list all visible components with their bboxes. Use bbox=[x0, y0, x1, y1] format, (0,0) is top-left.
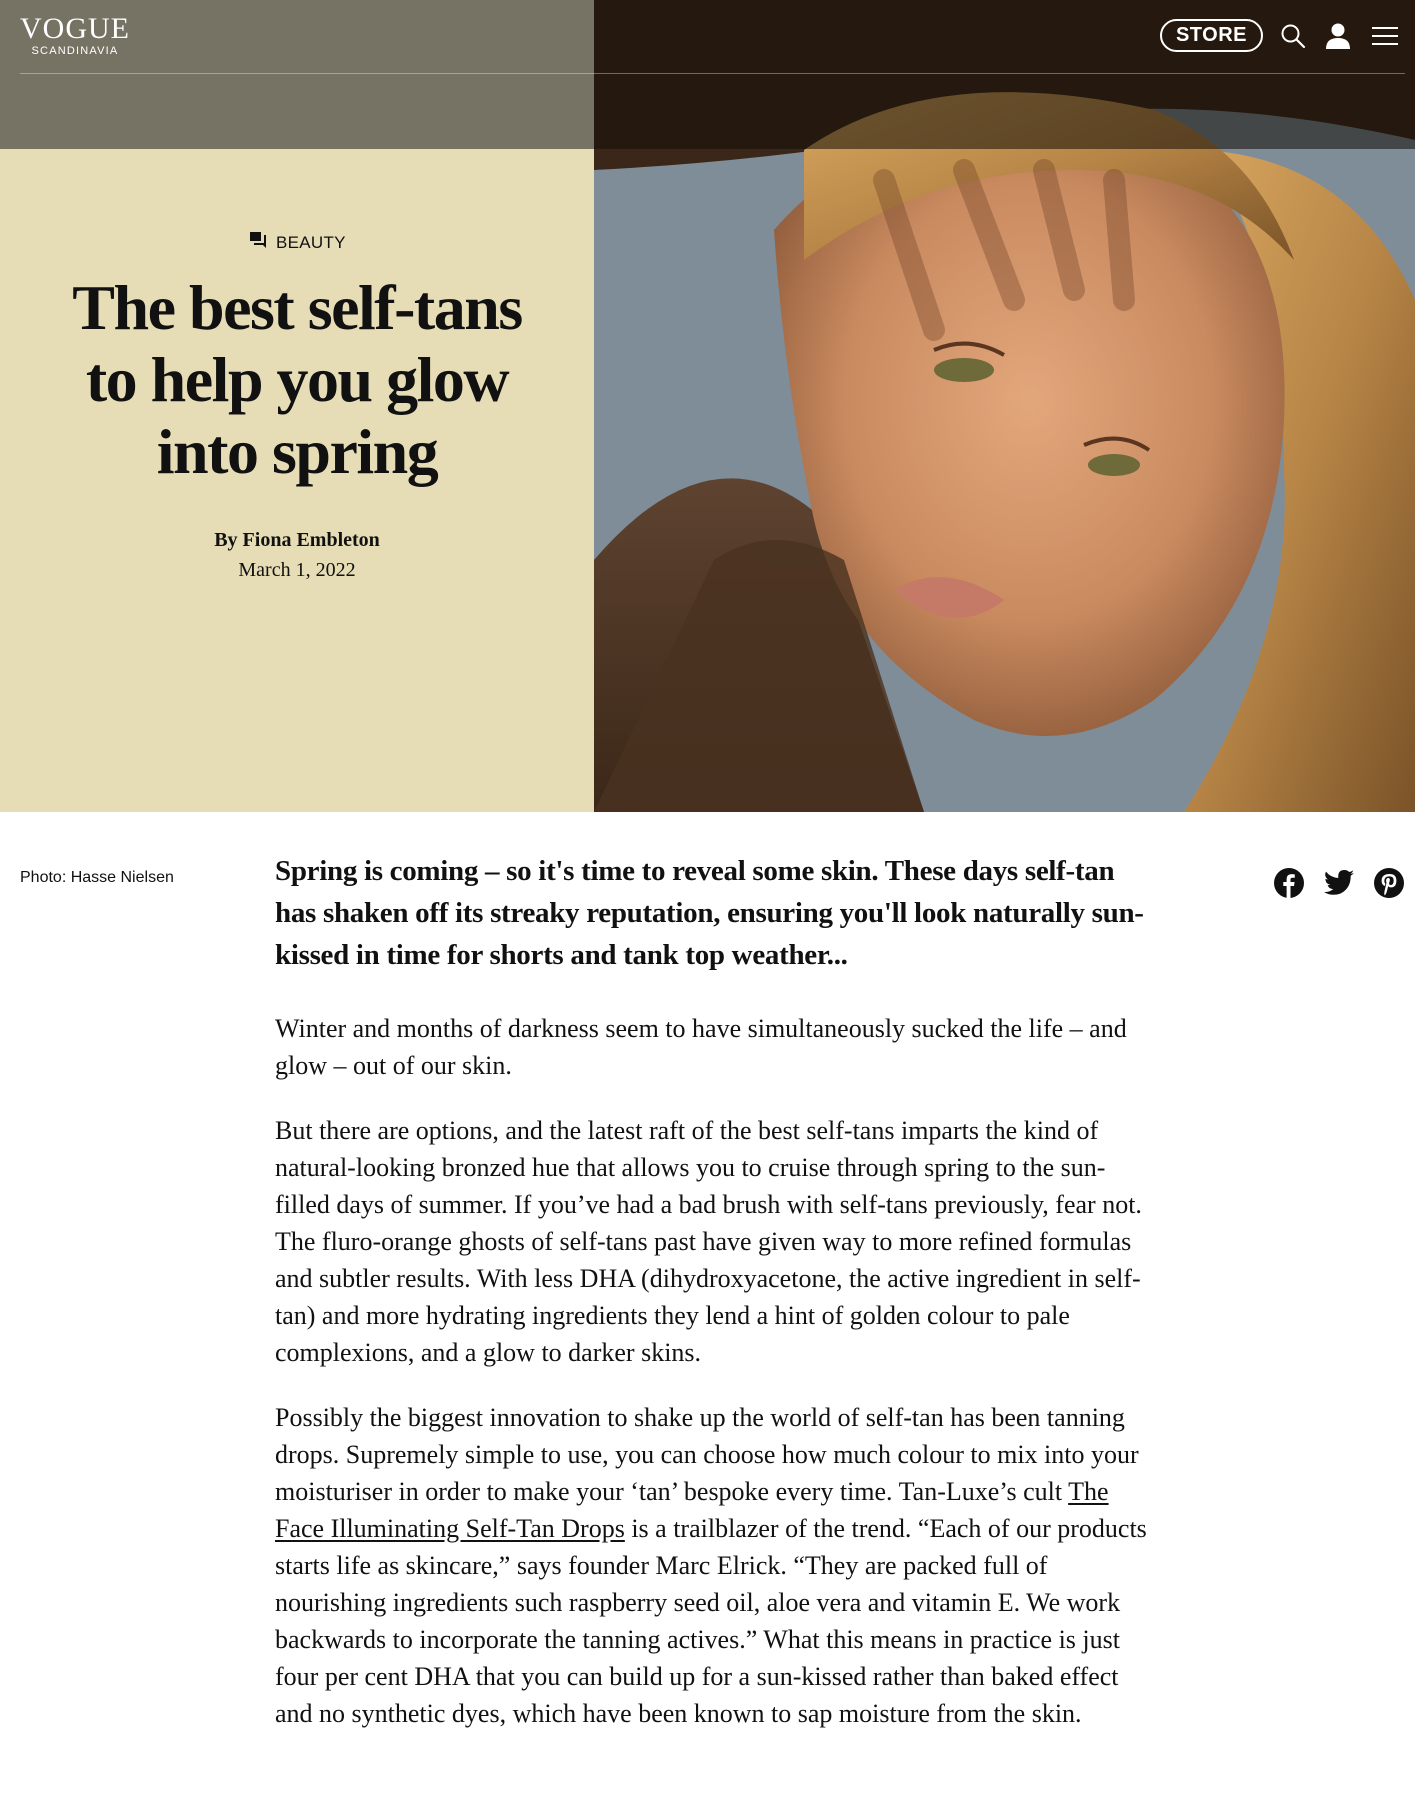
pinterest-icon[interactable] bbox=[1374, 868, 1404, 898]
top-nav bbox=[0, 0, 1415, 74]
article-title: The best self-tans to help you glow into spring bbox=[72, 272, 522, 487]
category-link[interactable] bbox=[250, 232, 346, 253]
article-paragraph-1: Winter and months of darkness seem to have simultaneously sucked the life – and glow – out of our skin. bbox=[275, 1014, 1127, 1080]
user-icon[interactable] bbox=[1324, 22, 1352, 50]
category-label: BEAUTY bbox=[276, 232, 346, 252]
twitter-icon[interactable] bbox=[1324, 868, 1354, 898]
nav-divider bbox=[20, 73, 1405, 74]
logo-edition: SCANDINAVIA bbox=[31, 45, 119, 57]
hero-photo bbox=[594, 0, 1415, 812]
vogue-logo[interactable] bbox=[20, 14, 130, 57]
paragraph-text: Possibly the biggest innovation to shake up the world of self-tan has been tanning drops. Supremely simple to use, you can choose how much colour to mix into your moisturiser in order to make your ‘tan’ bespoke every time. Tan-Luxe’s cult bbox=[275, 1403, 1139, 1506]
menu-icon[interactable] bbox=[1371, 22, 1399, 50]
product-link[interactable]: The Face Illuminating Self-Tan Drops bbox=[275, 1477, 1109, 1543]
publish-date: March 1, 2022 bbox=[238, 559, 356, 581]
logo-wordmark: VOGUE bbox=[20, 12, 130, 45]
speech-bubble-icon bbox=[250, 232, 266, 253]
article-paragraph-3 bbox=[275, 1399, 1155, 1732]
article-lede: Spring is coming – so it's time to reveal some skin. These days self-tan has shaken off its streaky reputation, ensuring you'll look naturally sun-kissed in time for shorts and tank top weather... bbox=[275, 855, 1144, 971]
facebook-icon[interactable] bbox=[1274, 868, 1304, 898]
author-name[interactable]: By Fiona Embleton bbox=[214, 529, 380, 551]
article-paragraph-2: But there are options, and the latest raft of the best self-tans imparts the kind of natural-looking bronzed hue that allows you to cruise through spring to the sun-filled days of summer. If you’ve had a bad brush with self-tans previously, fear not. The fluro-orange ghosts of self-tans past have given way to more refined formulas and subtler results. With less DHA (dihydroxyacetone, the active ingredient in self-tan) and more hydrating ingredients they lend a hint of golden colour to pale complexions, and a glow to darker skins. bbox=[275, 1116, 1142, 1367]
store-button[interactable]: STORE bbox=[1160, 19, 1263, 52]
byline bbox=[0, 525, 594, 585]
paragraph-text: is a trailblazer of the trend. “Each of our products starts life as skincare,” says founder Marc Elrick. “They are packed full of nourishing ingredients such raspberry seed oil, aloe vera and vitamin E. We work backwards to incorporate the tanning actives.” What this means in practice is just four per cent DHA that you can build up for a sun-kissed rather than baked effect and no synthetic dyes, which have been known to sap moisture from the skin. bbox=[275, 1514, 1147, 1728]
article-body bbox=[275, 850, 1155, 1760]
photo-credit: Photo: Hasse Nielsen bbox=[20, 869, 174, 886]
search-icon[interactable] bbox=[1279, 22, 1307, 50]
